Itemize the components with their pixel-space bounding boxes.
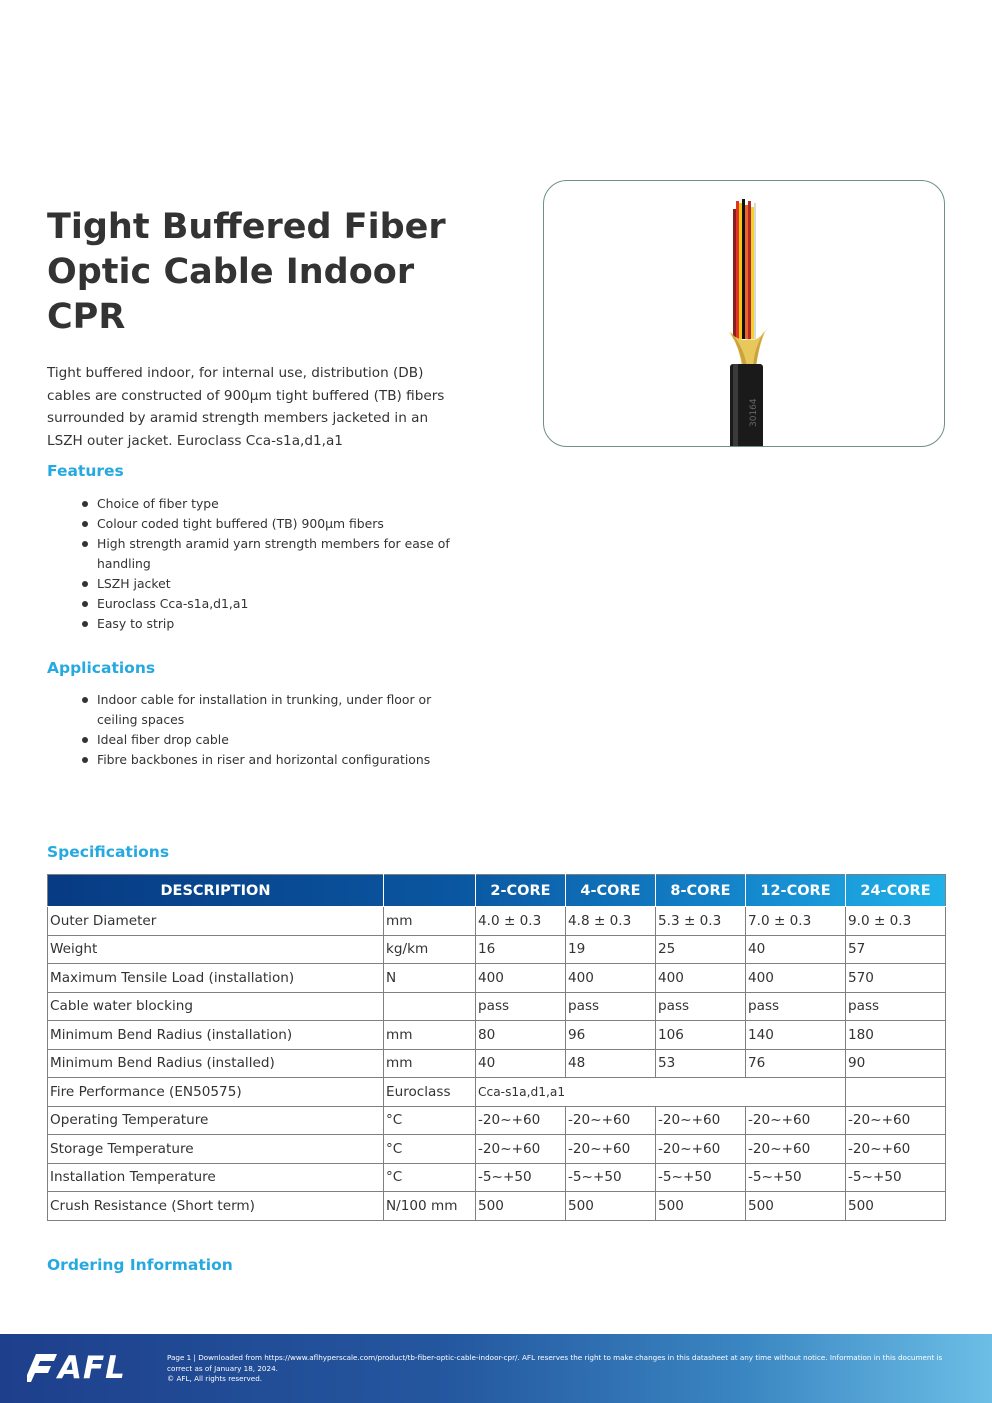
- table-row: [48, 907, 946, 936]
- table-cell: mm: [384, 907, 476, 936]
- table-cell: pass: [476, 992, 566, 1021]
- intro-paragraph: Tight buffered indoor, for internal use, distribution (DB) cables are constructed of 900µm tight buffered (TB) fibers surrounded by aramid strength members jacketed in an LSZH outer jacket. Euroclass Cca-s1a,d1,a1: [47, 365, 445, 449]
- features-list: [82, 494, 452, 634]
- list-item: Easy to strip: [82, 614, 452, 634]
- table-row: [48, 1078, 946, 1107]
- table-cell: 9.0 ± 0.3: [846, 907, 946, 936]
- table-cell: °C: [384, 1163, 476, 1192]
- logo-text: AFL: [58, 1350, 126, 1386]
- column-header: DESCRIPTION: [48, 875, 384, 907]
- table-cell: -5~+50: [656, 1163, 746, 1192]
- table-cell: 500: [476, 1192, 566, 1221]
- table-cell: 80: [476, 1021, 566, 1050]
- column-header: 12-CORE: [746, 875, 846, 907]
- list-item: High strength aramid yarn strength members for ease of handling: [82, 534, 452, 574]
- table-cell: -20~+60: [656, 1106, 746, 1135]
- table-cell: Minimum Bend Radius (installed): [48, 1049, 384, 1078]
- table-row: [48, 1163, 946, 1192]
- table-row: [48, 1021, 946, 1050]
- list-item: Fibre backbones in riser and horizontal configurations: [82, 750, 452, 770]
- table-cell: 400: [566, 964, 656, 993]
- table-cell: -20~+60: [846, 1106, 946, 1135]
- ordering-heading: Ordering Information: [47, 1256, 233, 1274]
- table-cell: 400: [746, 964, 846, 993]
- table-cell: -5~+50: [846, 1163, 946, 1192]
- table-row: [48, 1106, 946, 1135]
- jacket-print: 30164: [749, 398, 759, 427]
- table-cell: 5.3 ± 0.3: [656, 907, 746, 936]
- table-cell: N/100 mm: [384, 1192, 476, 1221]
- table-cell: N: [384, 964, 476, 993]
- specifications-table: [47, 874, 946, 1221]
- fiber-cable-image: [544, 181, 945, 447]
- table-row: [48, 935, 946, 964]
- table-cell: Cca-s1a,d1,a1: [476, 1078, 846, 1107]
- table-cell: -20~+60: [476, 1135, 566, 1164]
- table-cell: 40: [746, 935, 846, 964]
- table-cell: 500: [566, 1192, 656, 1221]
- footer-copyright: © AFL, All rights reserved.: [167, 1374, 263, 1383]
- table-cell: -20~+60: [746, 1135, 846, 1164]
- table-cell: -20~+60: [566, 1106, 656, 1135]
- table-cell: 500: [846, 1192, 946, 1221]
- table-row: [48, 1192, 946, 1221]
- table-cell: °C: [384, 1135, 476, 1164]
- applications-list: [82, 690, 452, 770]
- table-cell: 7.0 ± 0.3: [746, 907, 846, 936]
- table-cell: 40: [476, 1049, 566, 1078]
- table-cell: 19: [566, 935, 656, 964]
- table-cell: Cable water blocking: [48, 992, 384, 1021]
- list-item: Euroclass Cca-s1a,d1,a1: [82, 594, 452, 614]
- table-cell: 4.0 ± 0.3: [476, 907, 566, 936]
- table-cell: pass: [746, 992, 846, 1021]
- table-cell: °C: [384, 1106, 476, 1135]
- table-body: [48, 907, 946, 1221]
- table-cell: mm: [384, 1021, 476, 1050]
- table-cell: -20~+60: [656, 1135, 746, 1164]
- table-cell: 48: [566, 1049, 656, 1078]
- list-item: Ideal fiber drop cable: [82, 730, 452, 750]
- table-cell: 140: [746, 1021, 846, 1050]
- table-cell: -5~+50: [566, 1163, 656, 1192]
- table-cell: -20~+60: [476, 1106, 566, 1135]
- table-cell: 4.8 ± 0.3: [566, 907, 656, 936]
- page-footer: [0, 1334, 992, 1403]
- table-cell: [384, 992, 476, 1021]
- table-cell: Operating Temperature: [48, 1106, 384, 1135]
- specifications-heading: Specifications: [47, 843, 170, 861]
- footer-download-note: Page 1 | Downloaded from https://www.aflhyperscale.com/product/tb-fiber-optic-cable-indoor-cpr/. AFL reserves the right to make changes in this datasheet at any time without notice. Information in this document is correct as of January 18, 2024.: [167, 1353, 943, 1373]
- table-row: [48, 1049, 946, 1078]
- table-cell: Euroclass: [384, 1078, 476, 1107]
- page-title: Tight Buffered Fiber Optic Cable Indoor CPR: [47, 207, 446, 337]
- list-item: Choice of fiber type: [82, 494, 452, 514]
- table-cell: Fire Performance (EN50575): [48, 1078, 384, 1107]
- table-cell: 16: [476, 935, 566, 964]
- table-cell: pass: [566, 992, 656, 1021]
- table-cell: Maximum Tensile Load (installation): [48, 964, 384, 993]
- table-row: [48, 964, 946, 993]
- column-header: 4-CORE: [566, 875, 656, 907]
- table-cell: pass: [846, 992, 946, 1021]
- table-row: [48, 1135, 946, 1164]
- column-header: 24-CORE: [846, 875, 946, 907]
- table-cell: Outer Diameter: [48, 907, 384, 936]
- table-cell: mm: [384, 1049, 476, 1078]
- table-cell: 500: [656, 1192, 746, 1221]
- applications-heading: Applications: [47, 659, 156, 677]
- table-cell: 25: [656, 935, 746, 964]
- table-cell: [846, 1078, 946, 1107]
- table-cell: 570: [846, 964, 946, 993]
- table-cell: -5~+50: [746, 1163, 846, 1192]
- table-cell: -20~+60: [566, 1135, 656, 1164]
- table-cell: 57: [846, 935, 946, 964]
- table-cell: Storage Temperature: [48, 1135, 384, 1164]
- table-row: [48, 992, 946, 1021]
- table-cell: 76: [746, 1049, 846, 1078]
- table-cell: 400: [476, 964, 566, 993]
- table-cell: pass: [656, 992, 746, 1021]
- list-item: Colour coded tight buffered (TB) 900µm fibers: [82, 514, 452, 534]
- table-cell: -20~+60: [846, 1135, 946, 1164]
- column-header: 2-CORE: [476, 875, 566, 907]
- list-item: Indoor cable for installation in trunking, under floor or ceiling spaces: [82, 690, 452, 730]
- table-cell: 96: [566, 1021, 656, 1050]
- column-header: [384, 875, 476, 907]
- table-cell: Crush Resistance (Short term): [48, 1192, 384, 1221]
- afl-logo-mark-icon: [27, 1351, 57, 1385]
- table-cell: 90: [846, 1049, 946, 1078]
- table-cell: 180: [846, 1021, 946, 1050]
- table-cell: 106: [656, 1021, 746, 1050]
- column-header: 8-CORE: [656, 875, 746, 907]
- table-cell: Minimum Bend Radius (installation): [48, 1021, 384, 1050]
- footer-text: [167, 1353, 967, 1385]
- table-cell: kg/km: [384, 935, 476, 964]
- product-image-frame: [543, 180, 945, 447]
- table-header-row: [48, 875, 946, 907]
- table-cell: 500: [746, 1192, 846, 1221]
- table-cell: Weight: [48, 935, 384, 964]
- features-heading: Features: [47, 462, 124, 480]
- table-cell: 53: [656, 1049, 746, 1078]
- table-cell: Installation Temperature: [48, 1163, 384, 1192]
- afl-logo: [27, 1351, 126, 1385]
- table-cell: -5~+50: [476, 1163, 566, 1192]
- list-item: LSZH jacket: [82, 574, 452, 594]
- table-cell: 400: [656, 964, 746, 993]
- table-cell: -20~+60: [746, 1106, 846, 1135]
